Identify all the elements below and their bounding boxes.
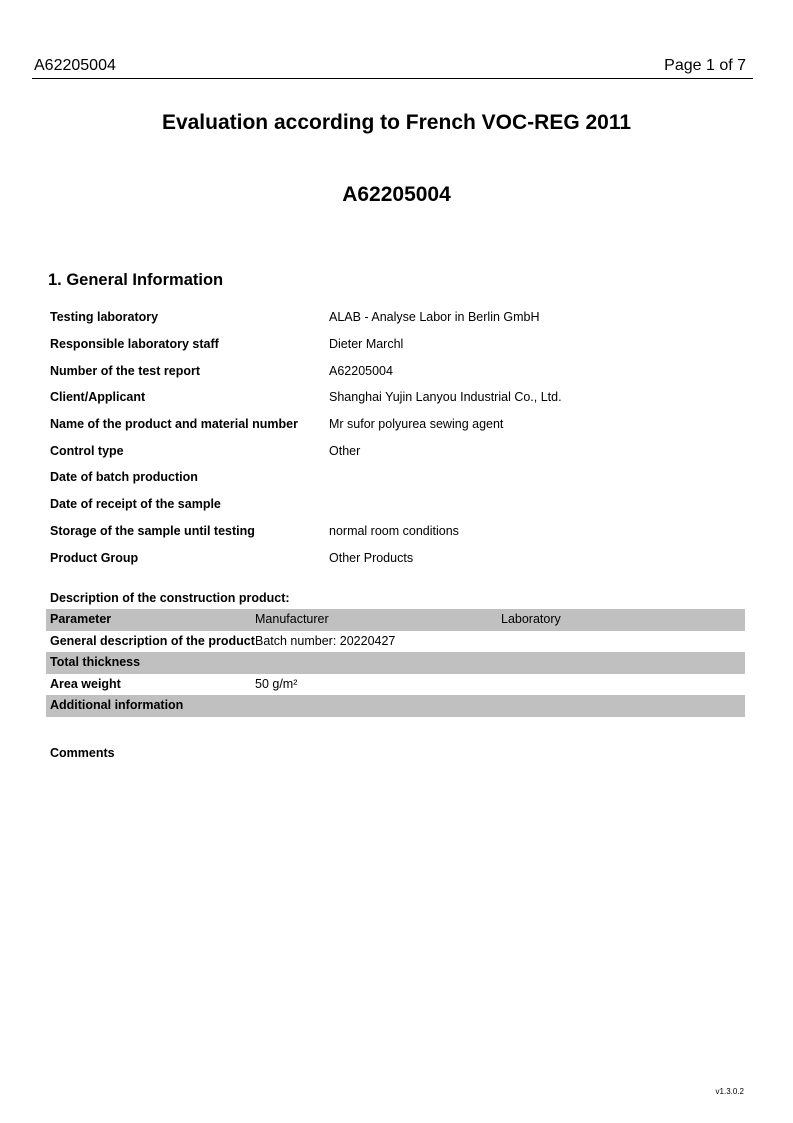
parameter-cell: Additional information xyxy=(50,698,184,712)
info-label: Date of batch production xyxy=(50,470,198,484)
comments-label: Comments xyxy=(50,746,115,760)
info-label: Testing laboratory xyxy=(50,310,159,324)
table-row xyxy=(46,652,745,674)
manufacturer-cell: 50 g/m² xyxy=(255,676,298,691)
info-label: Date of receipt of the sample xyxy=(50,497,221,511)
info-value: normal room conditions xyxy=(329,524,459,538)
table-row xyxy=(46,631,745,653)
manufacturer-cell: Batch number: 20220427 xyxy=(255,633,396,648)
info-label: Control type xyxy=(50,444,124,458)
info-label: Client/Applicant xyxy=(50,390,146,404)
info-value: ALAB - Analyse Labor in Berlin GmbH xyxy=(329,310,540,324)
info-value: Other xyxy=(329,444,361,458)
info-value: Other Products xyxy=(329,551,414,565)
document-title: Evaluation according to French VOC-REG 2011 xyxy=(161,111,632,134)
info-value: A62205004 xyxy=(329,364,393,378)
construction-product-heading: Description of the construction product: xyxy=(50,591,290,605)
report-id: A62205004 xyxy=(342,183,451,206)
column-header-parameter: Parameter xyxy=(50,612,112,626)
info-label: Storage of the sample until testing xyxy=(50,524,255,538)
info-value: Mr sufor polyurea sewing agent xyxy=(329,417,504,431)
header-report-number: A62205004 xyxy=(34,57,116,74)
section-heading-general-information: 1. General Information xyxy=(48,271,224,289)
info-value: Dieter Marchl xyxy=(329,337,404,351)
info-value: Shanghai Yujin Lanyou Industrial Co., Ltd. xyxy=(329,390,562,404)
parameter-cell: Area weight xyxy=(50,676,121,691)
info-label: Name of the product and material number xyxy=(50,417,298,431)
table-row xyxy=(46,674,745,696)
parameter-cell: Total thickness xyxy=(50,655,141,669)
construction-product-table xyxy=(46,609,745,717)
info-label: Number of the test report xyxy=(50,364,201,378)
info-label: Product Group xyxy=(50,551,139,565)
table-header-row xyxy=(46,609,745,631)
info-label: Responsible laboratory staff xyxy=(50,337,219,351)
parameter-cell: General description of the product xyxy=(50,633,255,648)
version-label: v1.3.0.2 xyxy=(715,1087,744,1096)
page-header xyxy=(32,56,753,79)
column-header-laboratory: Laboratory xyxy=(501,612,561,626)
page-indicator: Page 1 of 7 xyxy=(664,57,746,74)
table-row xyxy=(46,695,745,717)
column-header-manufacturer: Manufacturer xyxy=(255,612,329,626)
